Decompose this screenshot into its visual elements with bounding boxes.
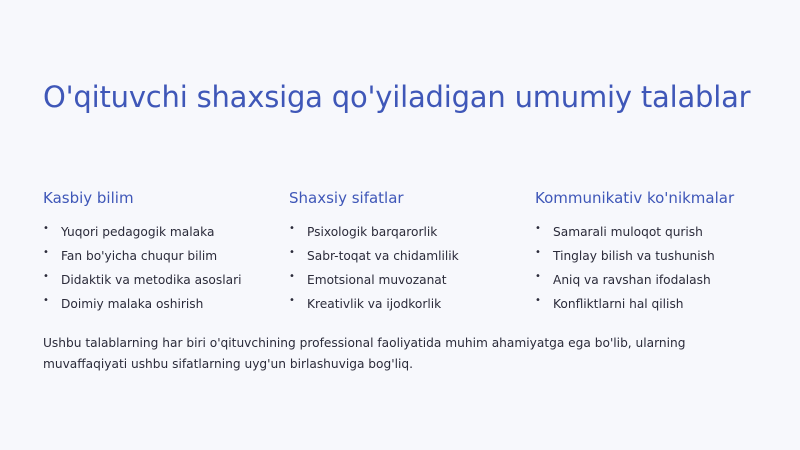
column-heading: Kasbiy bilim (43, 189, 134, 207)
list-item (535, 244, 780, 268)
list-item-text: Sabr-toqat va chidamlilik (307, 249, 459, 263)
bullet-icon: • (43, 295, 49, 306)
bullet-list (289, 220, 534, 316)
list-item (289, 292, 534, 316)
bullet-icon: • (535, 223, 541, 234)
list-item-text: Yuqori pedagogik malaka (61, 225, 215, 239)
list-item-text: Didaktik va metodika asoslari (61, 273, 242, 287)
bullet-icon: • (43, 247, 49, 258)
list-item-text: Aniq va ravshan ifodalash (553, 273, 711, 287)
bullet-icon: • (43, 271, 49, 282)
bullet-icon: • (289, 223, 295, 234)
column-heading: Kommunikativ ko'nikmalar (535, 189, 735, 207)
bullet-list (43, 220, 288, 316)
list-item-text: Kreativlik va ijodkorlik (307, 297, 442, 311)
list-item (289, 220, 534, 244)
list-item (289, 268, 534, 292)
column-heading: Shaxsiy sifatlar (289, 189, 404, 207)
list-item-text: Doimiy malaka oshirish (61, 297, 204, 311)
bullet-icon: • (289, 295, 295, 306)
list-item (535, 220, 780, 244)
column-shaxsiy-sifatlar (289, 188, 534, 316)
bullet-icon: • (535, 271, 541, 282)
bullet-list (535, 220, 780, 316)
column-kommunikativ-konikmalar (535, 188, 780, 316)
bullet-icon: • (535, 295, 541, 306)
column-kasbiy-bilim (43, 188, 288, 316)
list-item (43, 292, 288, 316)
bullet-icon: • (535, 247, 541, 258)
list-item-text: Tinglay bilish va tushunish (553, 249, 715, 263)
list-item (43, 268, 288, 292)
bullet-icon: • (289, 271, 295, 282)
list-item (289, 244, 534, 268)
list-item (43, 220, 288, 244)
list-item (43, 244, 288, 268)
list-item (535, 268, 780, 292)
summary-text: Ushbu talablarning har biri o'qituvchining professional faoliyatida muhim ahamiyatga ega bo'lib, ularning muvaffaqiyati ushbu sifatlarning uyg'un birlashuviga bog'liq. (43, 336, 686, 371)
list-item-text: Psixologik barqarorlik (307, 225, 438, 239)
bullet-icon: • (43, 223, 49, 234)
list-item-text: Samarali muloqot qurish (553, 225, 703, 239)
list-item (535, 292, 780, 316)
list-item-text: Fan bo'yicha chuqur bilim (61, 249, 218, 263)
bullet-icon: • (289, 247, 295, 258)
list-item-text: Emotsional muvozanat (307, 273, 447, 287)
list-item-text: Konfliktlarni hal qilish (553, 297, 684, 311)
slide-title: O'qituvchi shaxsiga qo'yiladigan umumiy talablar (43, 80, 751, 114)
